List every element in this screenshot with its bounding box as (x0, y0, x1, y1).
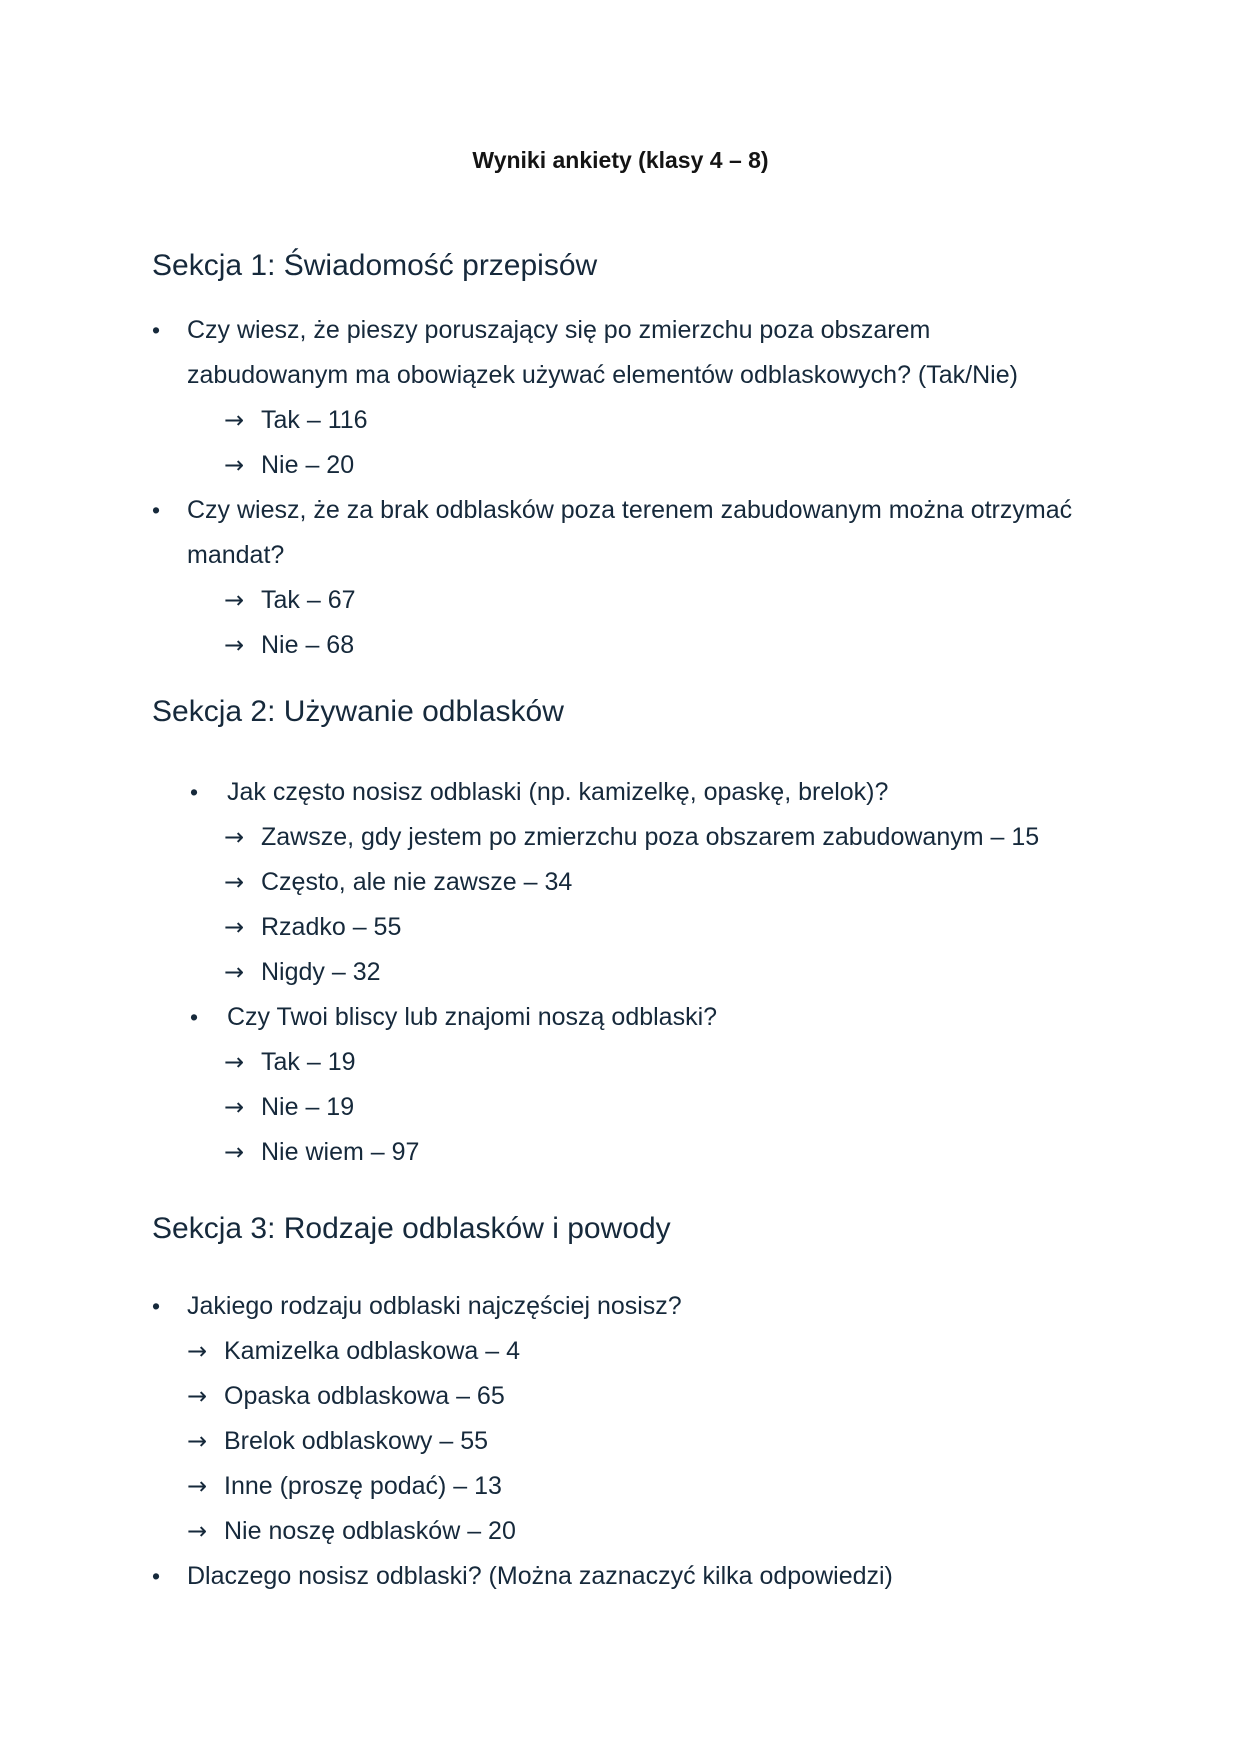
bullet-icon: • (152, 1563, 161, 1589)
answer-text: Kamizelka odblaskowa – 4 (224, 1337, 520, 1365)
arrow-icon: → (224, 586, 245, 614)
answer-text: Nie – 19 (261, 1093, 355, 1121)
question-text-line: Czy wiesz, że za brak odblasków poza terenem zabudowanym można otrzymać (187, 496, 1073, 524)
arrow-icon: → (187, 1382, 208, 1410)
arrow-icon: → (224, 1138, 245, 1166)
arrow-icon: → (187, 1517, 208, 1545)
bullet-icon: • (152, 317, 161, 343)
question-text (187, 308, 1241, 398)
question-text-line: mandat? (187, 541, 285, 569)
arrow-icon: → (224, 1093, 245, 1121)
document-title: Wyniki ankiety (klasy 4 – 8) (472, 147, 769, 173)
question-row (0, 488, 1241, 578)
answer-row (0, 1419, 1241, 1464)
answer-text: Tak – 67 (261, 586, 356, 614)
question-row (0, 1554, 1241, 1599)
answer-text: Nigdy – 32 (261, 958, 381, 986)
answer-text: Tak – 116 (261, 406, 368, 434)
answer-row (0, 905, 1241, 950)
question-text (227, 770, 1241, 815)
answer-text: Inne (proszę podać) – 13 (224, 1472, 502, 1500)
answer-row (0, 1085, 1241, 1130)
question-row (0, 1284, 1241, 1329)
arrow-icon: → (187, 1472, 208, 1500)
answer-row (0, 860, 1241, 905)
question-text (227, 995, 1241, 1040)
answer-text: Nie wiem – 97 (261, 1138, 420, 1166)
arrow-icon: → (187, 1427, 208, 1455)
answer-text: Często, ale nie zawsze – 34 (261, 868, 573, 896)
arrow-icon: → (224, 631, 245, 659)
answer-text: Brelok odblaskowy – 55 (224, 1427, 489, 1455)
arrow-icon: → (224, 1048, 245, 1076)
question-text-line: Jak często nosisz odblaski (np. kamizelkę, opaskę, brelok)? (227, 778, 889, 806)
survey-question-item (0, 1554, 1241, 1599)
section-heading: Sekcja 2: Używanie odblasków (152, 695, 564, 728)
survey-question-item (0, 770, 1241, 995)
bullet-icon: • (190, 1004, 199, 1030)
answer-text: Nie – 20 (261, 451, 355, 479)
answer-row (0, 398, 1241, 443)
question-text (187, 1554, 1241, 1599)
bullet-icon: • (152, 497, 161, 523)
survey-section (0, 1207, 1241, 1599)
answer-row (0, 1329, 1241, 1374)
answer-list (0, 1329, 1241, 1554)
answer-text: Zawsze, gdy jestem po zmierzchu poza obszarem zabudowanym – 15 (261, 823, 1040, 851)
arrow-icon: → (224, 451, 245, 479)
answer-text: Rzadko – 55 (261, 913, 402, 941)
bullet-icon: • (190, 779, 199, 805)
question-row (0, 770, 1241, 815)
answer-row (0, 950, 1241, 995)
answer-list (0, 1040, 1241, 1175)
section-items (0, 1284, 1241, 1599)
section-heading: Sekcja 3: Rodzaje odblasków i powody (152, 1212, 671, 1245)
answer-row (0, 1040, 1241, 1085)
arrow-icon: → (187, 1337, 208, 1365)
answer-row (0, 815, 1241, 860)
answer-text: Nie noszę odblasków – 20 (224, 1517, 516, 1545)
answer-list (0, 815, 1241, 995)
survey-question-item (0, 488, 1241, 668)
section-heading: Sekcja 1: Świadomość przepisów (152, 249, 598, 282)
question-row (0, 995, 1241, 1040)
answer-text: Nie – 68 (261, 631, 355, 659)
question-text-line: zabudowanym ma obowiązek używać elementów odblaskowych? (Tak/Nie) (187, 361, 1018, 389)
document-body (0, 244, 1241, 1599)
section-items (0, 308, 1241, 668)
survey-question-item (0, 308, 1241, 488)
question-text-line: Czy wiesz, że pieszy poruszający się po zmierzchu poza obszarem (187, 316, 931, 344)
answer-row (0, 1464, 1241, 1509)
answer-list (0, 398, 1241, 488)
question-row (0, 308, 1241, 398)
section-items (0, 770, 1241, 1175)
survey-section (0, 244, 1241, 668)
arrow-icon: → (224, 406, 245, 434)
answer-row (0, 623, 1241, 668)
bullet-icon: • (152, 1293, 161, 1319)
answer-row (0, 1374, 1241, 1419)
arrow-icon: → (224, 913, 245, 941)
survey-question-item (0, 995, 1241, 1175)
answer-row (0, 1509, 1241, 1554)
question-text (187, 488, 1241, 578)
answer-row (0, 1130, 1241, 1175)
survey-question-item (0, 1284, 1241, 1554)
question-text-line: Dlaczego nosisz odblaski? (Można zaznaczyć kilka odpowiedzi) (187, 1562, 893, 1590)
question-text-line: Czy Twoi bliscy lub znajomi noszą odblaski? (227, 1003, 718, 1031)
answer-text: Tak – 19 (261, 1048, 356, 1076)
survey-section (0, 690, 1241, 1175)
answer-row (0, 443, 1241, 488)
arrow-icon: → (224, 823, 245, 851)
question-text (187, 1284, 1241, 1329)
arrow-icon: → (224, 958, 245, 986)
question-text-line: Jakiego rodzaju odblaski najczęściej nosisz? (187, 1292, 682, 1320)
answer-list (0, 578, 1241, 668)
arrow-icon: → (224, 868, 245, 896)
answer-text: Opaska odblaskowa – 65 (224, 1382, 505, 1410)
answer-row (0, 578, 1241, 623)
